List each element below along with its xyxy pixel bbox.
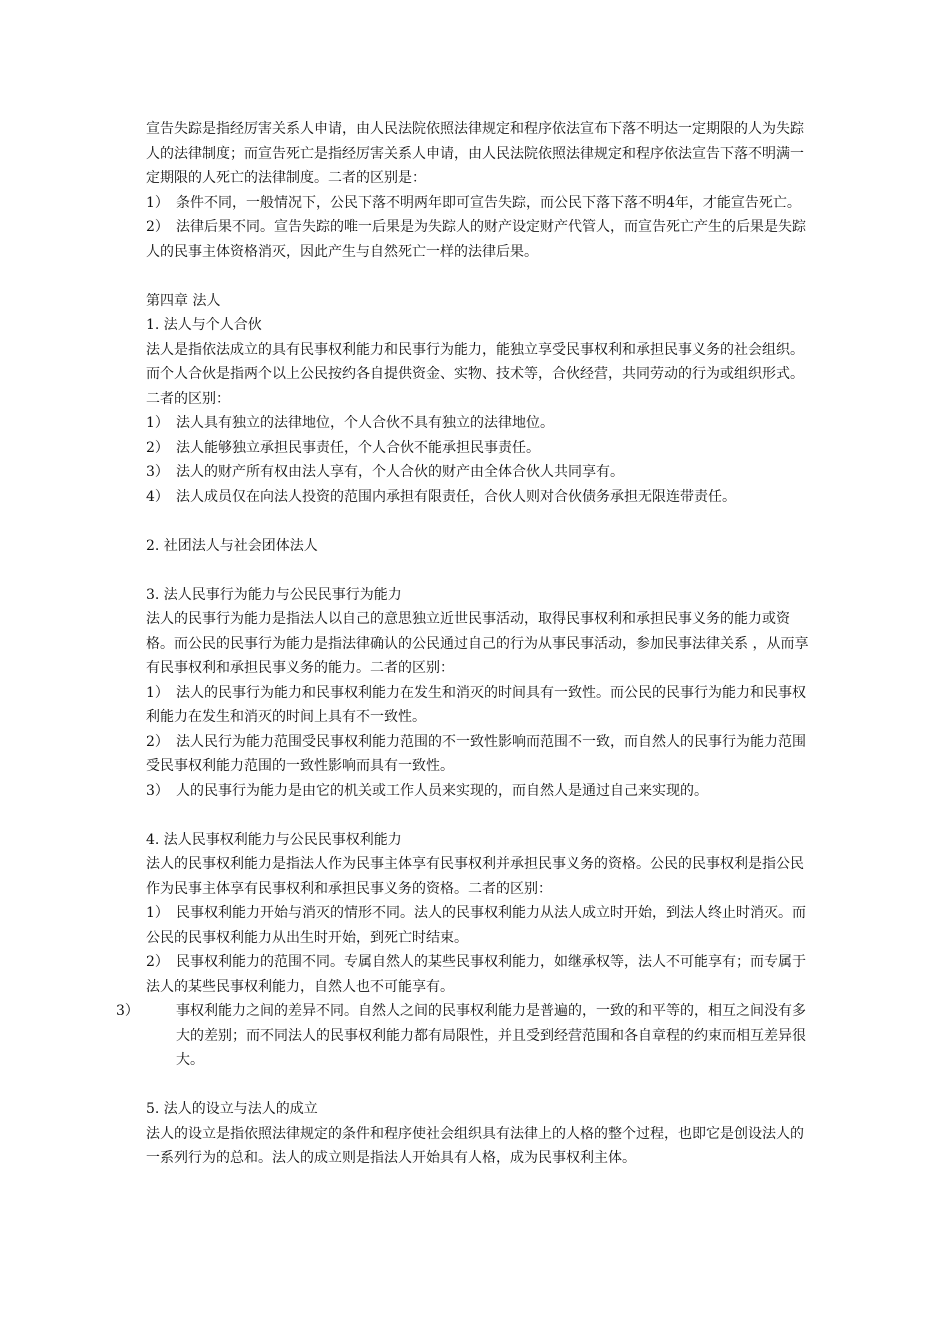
list-item bbox=[146, 485, 812, 510]
spacer bbox=[146, 264, 812, 289]
list-item bbox=[116, 999, 812, 1073]
list-number: 2） bbox=[146, 439, 169, 456]
list-item bbox=[146, 901, 812, 950]
spacer bbox=[146, 509, 812, 534]
list-item bbox=[146, 191, 812, 216]
list-number: 2） bbox=[146, 219, 169, 235]
section-paragraph: 法人是指依法成立的具有民事权利能力和民事行为能力，能独立享受民事权利和承担民事义务的社会组织。而个人合伙是指两个以上公民按约各自提供资金、实物、技术等，合伙经营，共同劳动的行为或组织形式。二者的区别： bbox=[146, 341, 804, 407]
list-number: 3） bbox=[146, 782, 169, 799]
list-number: 2） bbox=[146, 733, 169, 750]
spacer bbox=[146, 1073, 812, 1098]
intro-paragraph: 宣告失踪是指经厉害关系人申请，由人民法院依照法律规定和程序依法宣布下落不明达一定期限的人为失踪人的法律制度；而宣告死亡是指经厉害关系人申请，由人民法院依照法律规定和程序依法宣告下落不明满一定期限的人死亡的法律制度。二者的区别是： bbox=[146, 121, 804, 186]
list-number: 4） bbox=[146, 488, 169, 505]
section-paragraph: 法人的民事权利能力是指法人作为民事主体享有民事权利并承担民事义务的资格。公民的民事权利是指公民作为民事主体享有民事权利和承担民事义务的资格。二者的区别： bbox=[146, 856, 804, 897]
section-paragraph: 法人的设立是指依照法律规定的条件和程序使社会组织具有法律上的人格的整个过程，也即它是创设法人的一系列行为的总和。法人的成立则是指法人开始具有人格，成为民事权利主体。 bbox=[146, 1125, 804, 1166]
spacer bbox=[146, 803, 812, 828]
list-item bbox=[146, 215, 812, 264]
list-item bbox=[146, 411, 812, 436]
list-item bbox=[146, 460, 812, 485]
section-heading: 2. 社团法人与社会团体法人 bbox=[146, 537, 318, 554]
list-number: 1） bbox=[146, 194, 169, 211]
list-text: 条件不同，一般情况下，公民下落不明两年即可宣告失踪，而公民下落下落不明4年，才能宣告死亡。 bbox=[176, 194, 801, 211]
list-text: 民事权利能力的范围不同。专属自然人的某些民事权利能力，如继承权等，法人不可能享有；而专属于法人的某些民事权利能力，自然人也不可能享有。 bbox=[146, 954, 806, 995]
list-number: 1） bbox=[146, 905, 169, 921]
list-number: 1） bbox=[146, 684, 169, 701]
list-number: 3） bbox=[146, 464, 169, 480]
list-text: 法人的财产所有权由法人享有，个人合伙的财产由全体合伙人共同享有。 bbox=[176, 464, 624, 480]
list-text: 人的民事行为能力是由它的机关或工作人员来实现的，而自然人是通过自己来实现的。 bbox=[176, 782, 708, 799]
list-text: 法人具有独立的法律地位，个人合伙不具有独立的法律地位。 bbox=[176, 415, 554, 431]
document-page bbox=[116, 117, 812, 1171]
list-number: 3） bbox=[116, 1003, 139, 1019]
list-item bbox=[146, 779, 812, 804]
list-item bbox=[146, 950, 812, 999]
section-paragraph: 法人的民事行为能力是指法人以自己的意思独立近世民事活动，取得民事权利和承担民事义务的能力或资格。而公民的民事行为能力是指法律确认的公民通过自己的行为从事民事活动，参加民事法律关系 ，从而享有民事权利和承担民事义务的能力。二者的区别： bbox=[146, 611, 809, 676]
spacer bbox=[146, 558, 812, 583]
list-text: 法人的民事行为能力和民事权利能力在发生和消灭的时间具有一致性。而公民的民事行为能力和民事权利能力在发生和消灭的时间上具有不一致性。 bbox=[146, 684, 806, 725]
chapter-title: 第四章 法人 bbox=[146, 292, 221, 309]
list-text: 法律后果不同。宣告失踪的唯一后果是为失踪人的财产设定财产代管人，而宣告死亡产生的后果是失踪人的民事主体资格消灭，因此产生与自然死亡一样的法律后果。 bbox=[146, 219, 806, 260]
list-item bbox=[146, 436, 812, 461]
list-number: 1） bbox=[146, 415, 169, 431]
section-heading: 5. 法人的设立与法人的成立 bbox=[146, 1101, 318, 1117]
list-item bbox=[146, 730, 812, 779]
list-text: 民事权利能力开始与消灭的情形不同。法人的民事权利能力从法人成立时开始，到法人终止时消灭。而公民的民事权利能力从出生时开始，到死亡时结束。 bbox=[146, 905, 806, 946]
list-text: 法人能够独立承担民事责任，个人合伙不能承担民事责任。 bbox=[176, 439, 540, 456]
list-item bbox=[146, 681, 812, 730]
list-text: 事权利能力之间的差异不同。自然人之间的民事权利能力是普遍的，一致的和平等的，相互之间没有多大的差别；而不同法人的民事权利能力都有局限性，并且受到经营范围和各自章程的约束而相互差异很大。 bbox=[176, 1003, 806, 1068]
section-heading: 1. 法人与个人合伙 bbox=[146, 317, 262, 333]
section-heading: 4. 法人民事权利能力与公民民事权利能力 bbox=[146, 831, 402, 848]
section-heading: 3. 法人民事行为能力与公民民事行为能力 bbox=[146, 586, 402, 603]
list-text: 法人成员仅在向法人投资的范围内承担有限责任，合伙人则对合伙债务承担无限连带责任。 bbox=[176, 488, 736, 505]
list-number: 2） bbox=[146, 954, 169, 970]
list-text: 法人民行为能力范围受民事权利能力范围的不一致性影响而范围不一致，而自然人的民事行为能力范围受民事权利能力范围的一致性影响而具有一致性。 bbox=[146, 733, 806, 774]
